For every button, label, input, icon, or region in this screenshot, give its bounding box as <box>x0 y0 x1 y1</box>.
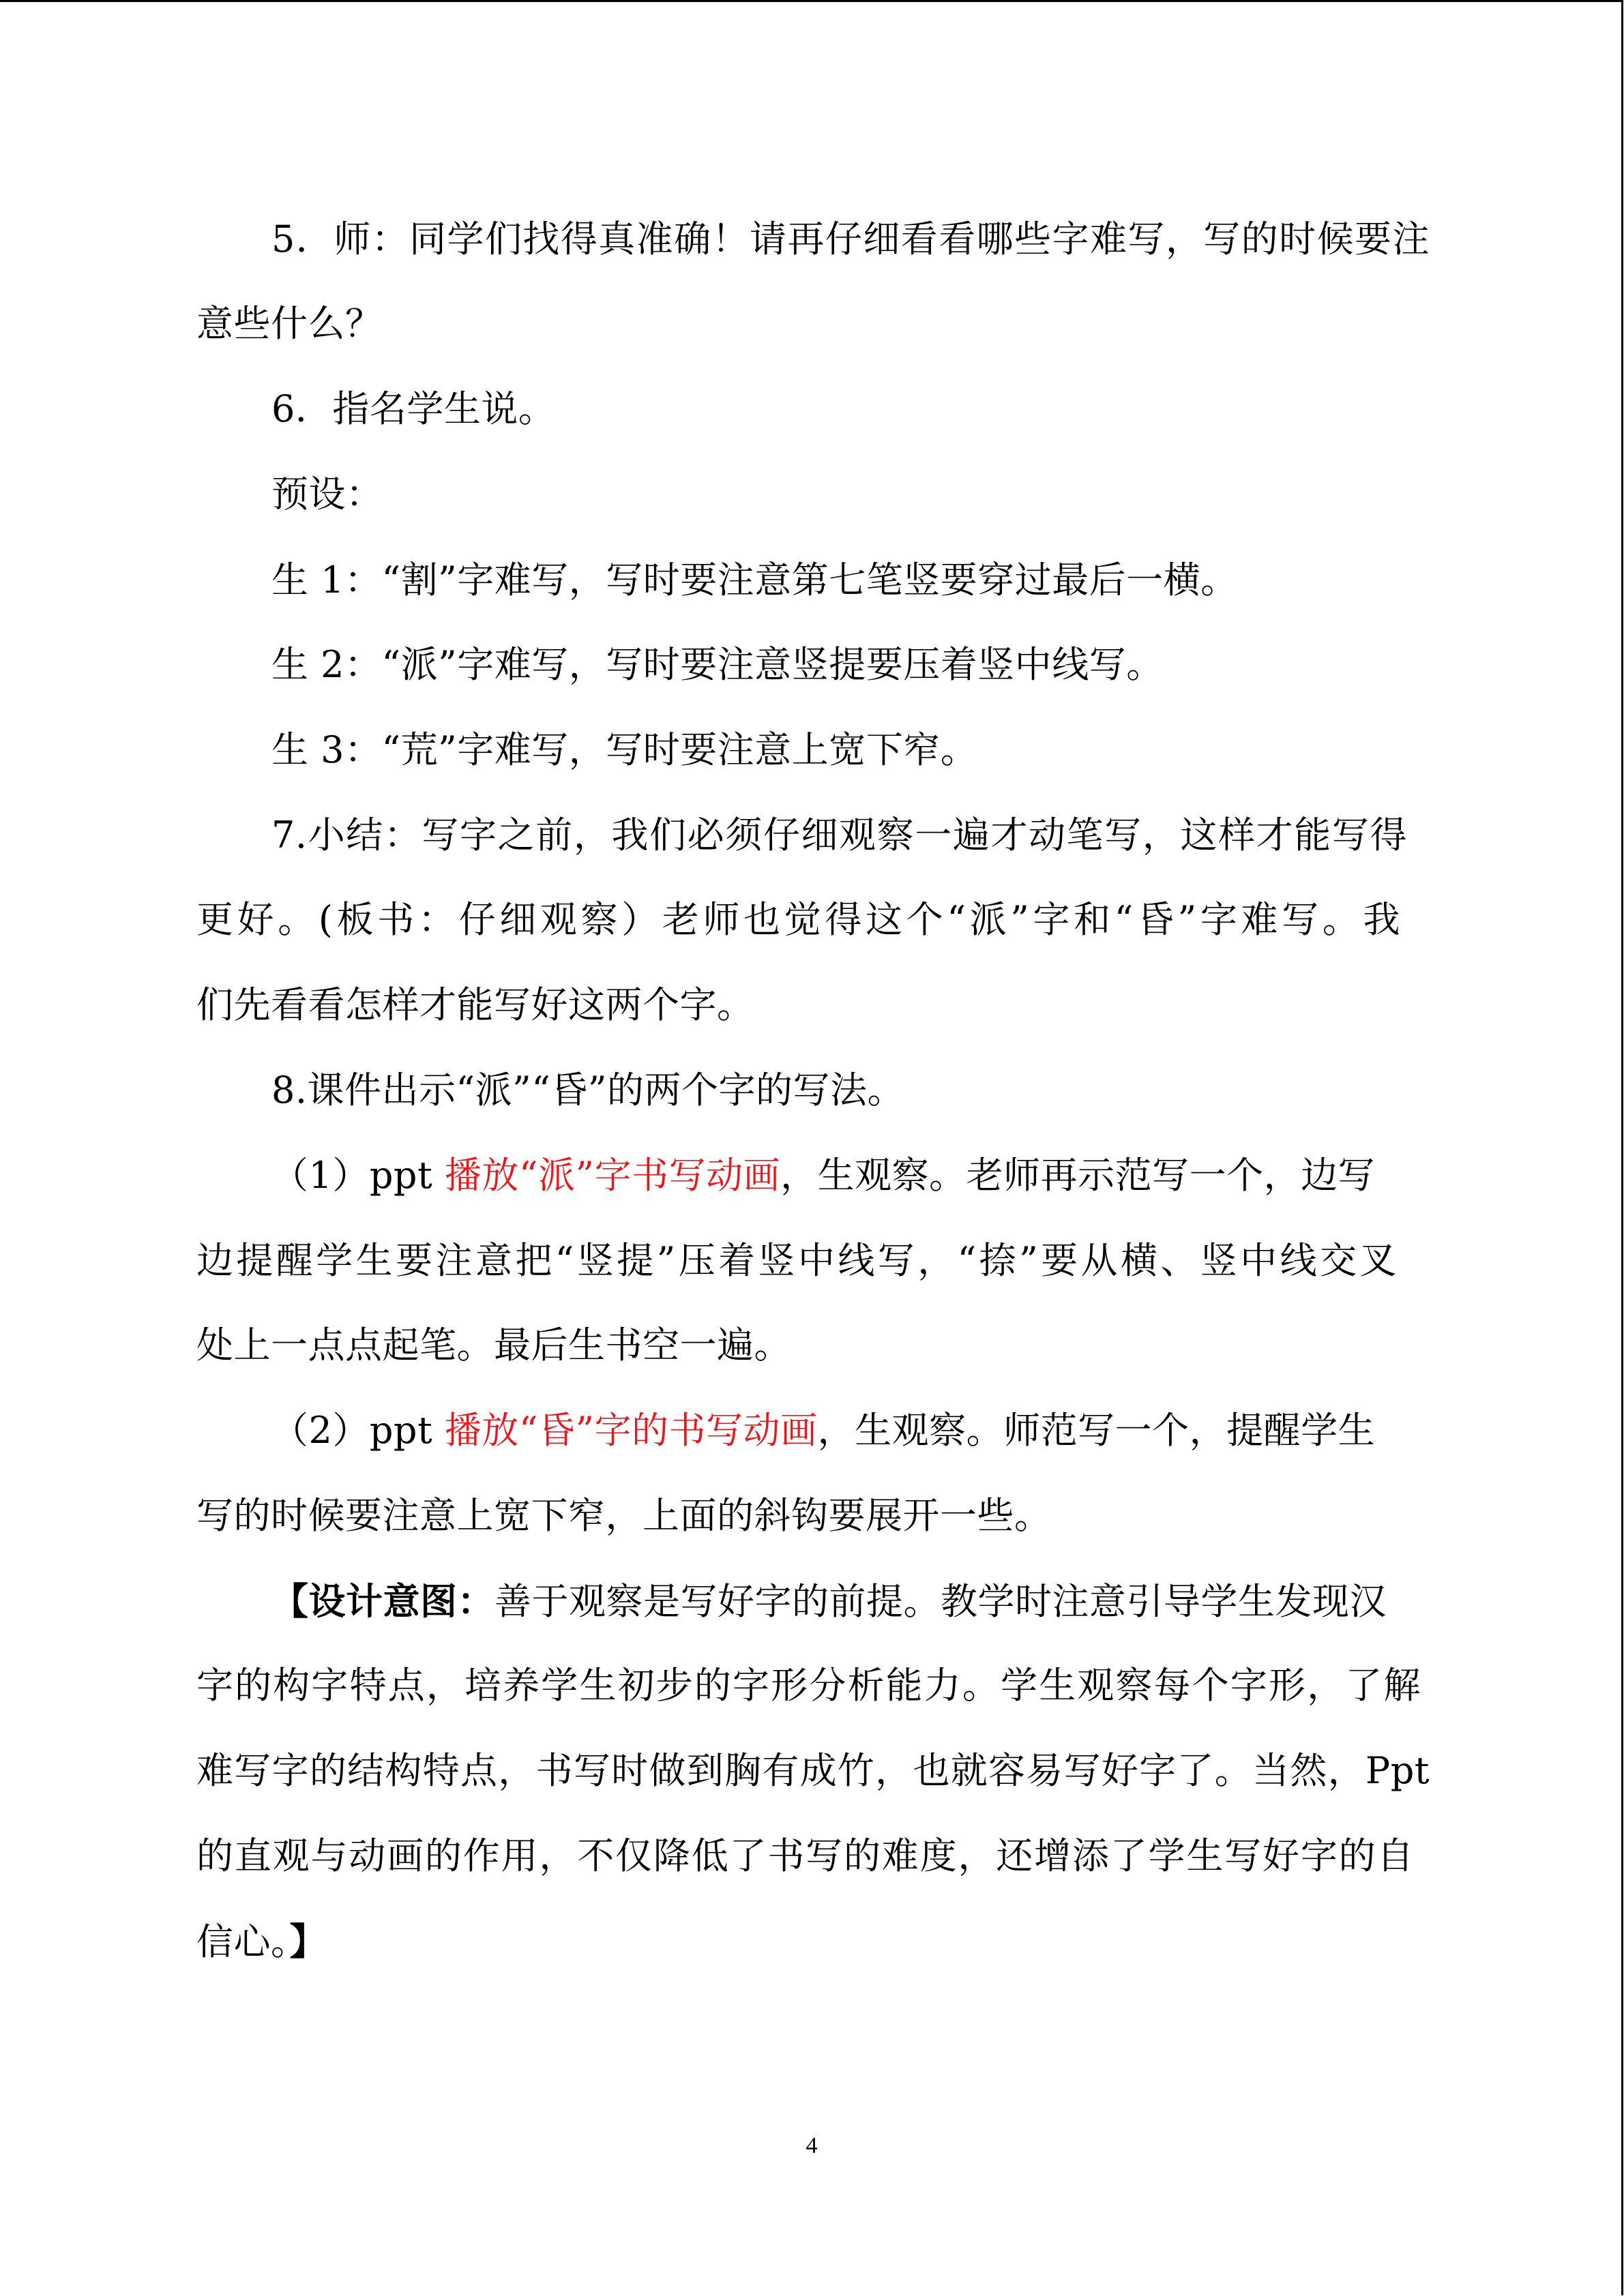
student-answer-2: 生 2：“派”字难写，写时要注意竖提要压着竖中线写。 <box>271 643 1164 686</box>
paragraph-7-line-1: 7.小结：写字之前，我们必须仔细观察一遍才动笔写，这样才能写得 <box>271 814 1407 856</box>
design-intent-line-3: 难写字的结构特点，书写时做到胸有成竹，也就容易写好字了。当然，Ppt <box>196 1749 1430 1792</box>
design-intent-line-5 <box>196 1918 327 1966</box>
sub-item-2-prefix: （2）ppt <box>271 1409 445 1452</box>
sub-item-1-prefix: （1）ppt <box>271 1154 445 1197</box>
preset-label: 预设： <box>271 473 383 516</box>
design-intent-final-text: 信心。 <box>196 1920 290 1963</box>
sub-item-2-highlight: 播放“昏”字的书写动画 <box>444 1409 818 1452</box>
design-intent-line-2: 字的构字特点，培养学生初步的字形分析能力。学生观察每个字形，了解 <box>196 1664 1421 1707</box>
sub-item-2-suffix: ，生观察。师范写一个，提醒学生 <box>817 1409 1376 1452</box>
sub-item-1-suffix: ，生观察。老师再示范写一个，边写 <box>780 1154 1376 1197</box>
student-answer-1: 生 1：“割”字难写，写时要注意第七笔竖要穿过最后一横。 <box>271 558 1238 601</box>
paragraph-5-line-2: 意些什么？ <box>196 302 383 345</box>
paragraph-7-line-2: 更好。(板书：仔细观察）老师也觉得这个“派”字和“昏”字难写。我 <box>196 898 1400 941</box>
design-intent-line-4: 的直观与动画的作用，不仅降低了书写的难度，还增添了学生写好字的自 <box>196 1834 1414 1877</box>
page-number: 4 <box>806 2133 818 2158</box>
sub-item-2-line-2: 写的时候要注意上宽下窄，上面的斜钩要展开一些。 <box>196 1494 1052 1537</box>
sub-item-1-highlight: 播放“派”字书写动画 <box>444 1154 781 1197</box>
design-intent-close-bracket: 】 <box>289 1920 327 1963</box>
student-answer-3: 生 3：“荒”字难写，写时要注意上宽下窄。 <box>271 728 978 771</box>
design-intent-line-1 <box>271 1577 1387 1626</box>
paragraph-5-line-1: 5．师：同学们找得真准确！请再仔细看看哪些字难写，写的时候要注 <box>271 218 1430 260</box>
sub-item-1-line-2: 边提醒学生要注意把“竖提”压着竖中线写，“捺”要从横、竖中线交叉 <box>196 1239 1397 1282</box>
paragraph-6: 6．指名学生说。 <box>271 387 556 430</box>
paragraph-8: 8.课件出示“派”“昏”的两个字的写法。 <box>271 1069 904 1112</box>
design-intent-label: 【设计意图： <box>271 1579 494 1623</box>
sub-item-1-line-3: 处上一点点起笔。最后生书空一遍。 <box>196 1324 791 1367</box>
sub-item-1-line-1 <box>271 1152 1375 1199</box>
paragraph-7-line-3: 们先看看怎样才能写好这两个字。 <box>196 983 754 1026</box>
design-intent-text: 善于观察是写好字的前提。教学时注意引导学生发现汉 <box>494 1580 1387 1623</box>
sub-item-2-line-1 <box>271 1407 1375 1455</box>
